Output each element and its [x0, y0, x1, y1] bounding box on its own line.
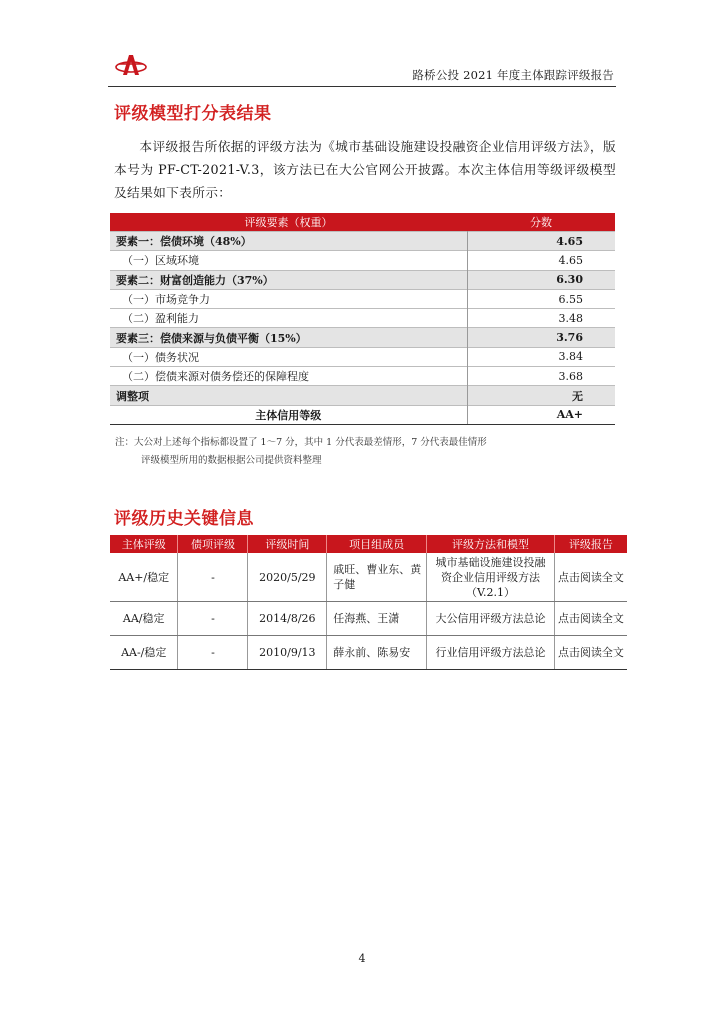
factor-label: （一）债务状况 — [110, 347, 467, 366]
team-members: 薛永前、陈易安 — [327, 636, 427, 670]
rating-date: 2010/9/13 — [248, 636, 327, 670]
table-row — [110, 386, 615, 405]
adjustment-label: 调整项 — [110, 386, 467, 405]
column-header-entity-rating: 主体评级 — [110, 535, 178, 553]
table-row — [110, 636, 627, 670]
table-footnote: 注：大公对上述每个指标都设置了 1～7 分，其中 1 分代表最差情形，7 分代表最佳情形 — [115, 437, 487, 448]
table-row — [110, 232, 615, 251]
debt-rating: - — [178, 553, 248, 602]
rating-method: 行业信用评级方法总论 — [427, 636, 555, 670]
column-header-report: 评级报告 — [554, 535, 627, 553]
factor-label: （一）区域环境 — [110, 251, 467, 270]
factor-score: 4.65 — [467, 232, 615, 251]
rating-method: 大公信用评级方法总论 — [427, 602, 555, 636]
column-header-rating-date: 评级时间 — [248, 535, 327, 553]
rating-model-table — [110, 213, 615, 425]
factor-label: （一）市场竞争力 — [110, 289, 467, 308]
factor-score: 3.48 — [467, 309, 615, 328]
factor-score: 6.30 — [467, 270, 615, 289]
adjustment-score: 无 — [467, 386, 615, 405]
factor-label: （二）盈利能力 — [110, 309, 467, 328]
final-rating-label: 主体信用等级 — [110, 405, 467, 424]
report-link[interactable]: 点击阅读全文 — [554, 636, 627, 670]
table-header-row — [110, 213, 615, 232]
entity-rating: AA-/稳定 — [110, 636, 178, 670]
factor-score: 3.84 — [467, 347, 615, 366]
table-row — [110, 405, 615, 424]
table-row — [110, 328, 615, 347]
column-header-debt-rating: 债项评级 — [178, 535, 248, 553]
report-link[interactable]: 点击阅读全文 — [554, 602, 627, 636]
header-divider — [108, 86, 616, 87]
factor-label: 要素一：偿债环境（48%） — [110, 232, 467, 251]
table-row — [110, 270, 615, 289]
debt-rating: - — [178, 602, 248, 636]
factor-label: （二）偿债来源对债务偿还的保障程度 — [110, 367, 467, 386]
table-row — [110, 289, 615, 308]
table-row — [110, 347, 615, 366]
factor-score: 3.68 — [467, 367, 615, 386]
column-header-score: 分数 — [467, 213, 615, 232]
section-title-rating-model: 评级模型打分表结果 — [114, 104, 272, 124]
factor-score: 3.76 — [467, 328, 615, 347]
column-header-method-model: 评级方法和模型 — [427, 535, 555, 553]
report-link[interactable]: 点击阅读全文 — [554, 553, 627, 602]
team-members: 戚旺、曹业东、黄子健 — [327, 553, 427, 602]
factor-label: 要素三：偿债来源与负债平衡（15%） — [110, 328, 467, 347]
factor-score: 4.65 — [467, 251, 615, 270]
team-members: 任海燕、王潇 — [327, 602, 427, 636]
table-row — [110, 602, 627, 636]
rating-date: 2020/5/29 — [248, 553, 327, 602]
entity-rating: AA/稳定 — [110, 602, 178, 636]
rating-method: 城市基础设施建设投融资企业信用评级方法（V.2.1） — [427, 553, 555, 602]
table-row — [110, 553, 627, 602]
data-source-note: 评级模型所用的数据根据公司提供资料整理 — [141, 455, 322, 466]
page-number: 4 — [358, 952, 366, 965]
column-header-team-members: 项目组成员 — [327, 535, 427, 553]
final-rating-value: AA+ — [467, 405, 615, 424]
entity-rating: AA+/稳定 — [110, 553, 178, 602]
factor-score: 6.55 — [467, 289, 615, 308]
table-row — [110, 367, 615, 386]
factor-label: 要素二：财富创造能力（37%） — [110, 270, 467, 289]
intro-paragraph: 本评级报告所依据的评级方法为《城市基础设施建设投融资企业信用评级方法》，版本号为 PF-CT-2021-V.3，该方法已在大公官网公开披露。本次主体信用等级评级模型及结果如下表所示： — [114, 139, 616, 200]
rating-date: 2014/8/26 — [248, 602, 327, 636]
section-title-rating-history: 评级历史关键信息 — [114, 509, 254, 529]
report-header-title: 路桥公投 2021 年度主体跟踪评级报告 — [412, 68, 614, 82]
dagong-logo-icon — [114, 51, 148, 79]
debt-rating: - — [178, 636, 248, 670]
table-row — [110, 251, 615, 270]
column-header-factor: 评级要素（权重） — [110, 213, 467, 232]
table-row — [110, 309, 615, 328]
table-header-row — [110, 535, 627, 553]
rating-history-table — [110, 535, 627, 670]
